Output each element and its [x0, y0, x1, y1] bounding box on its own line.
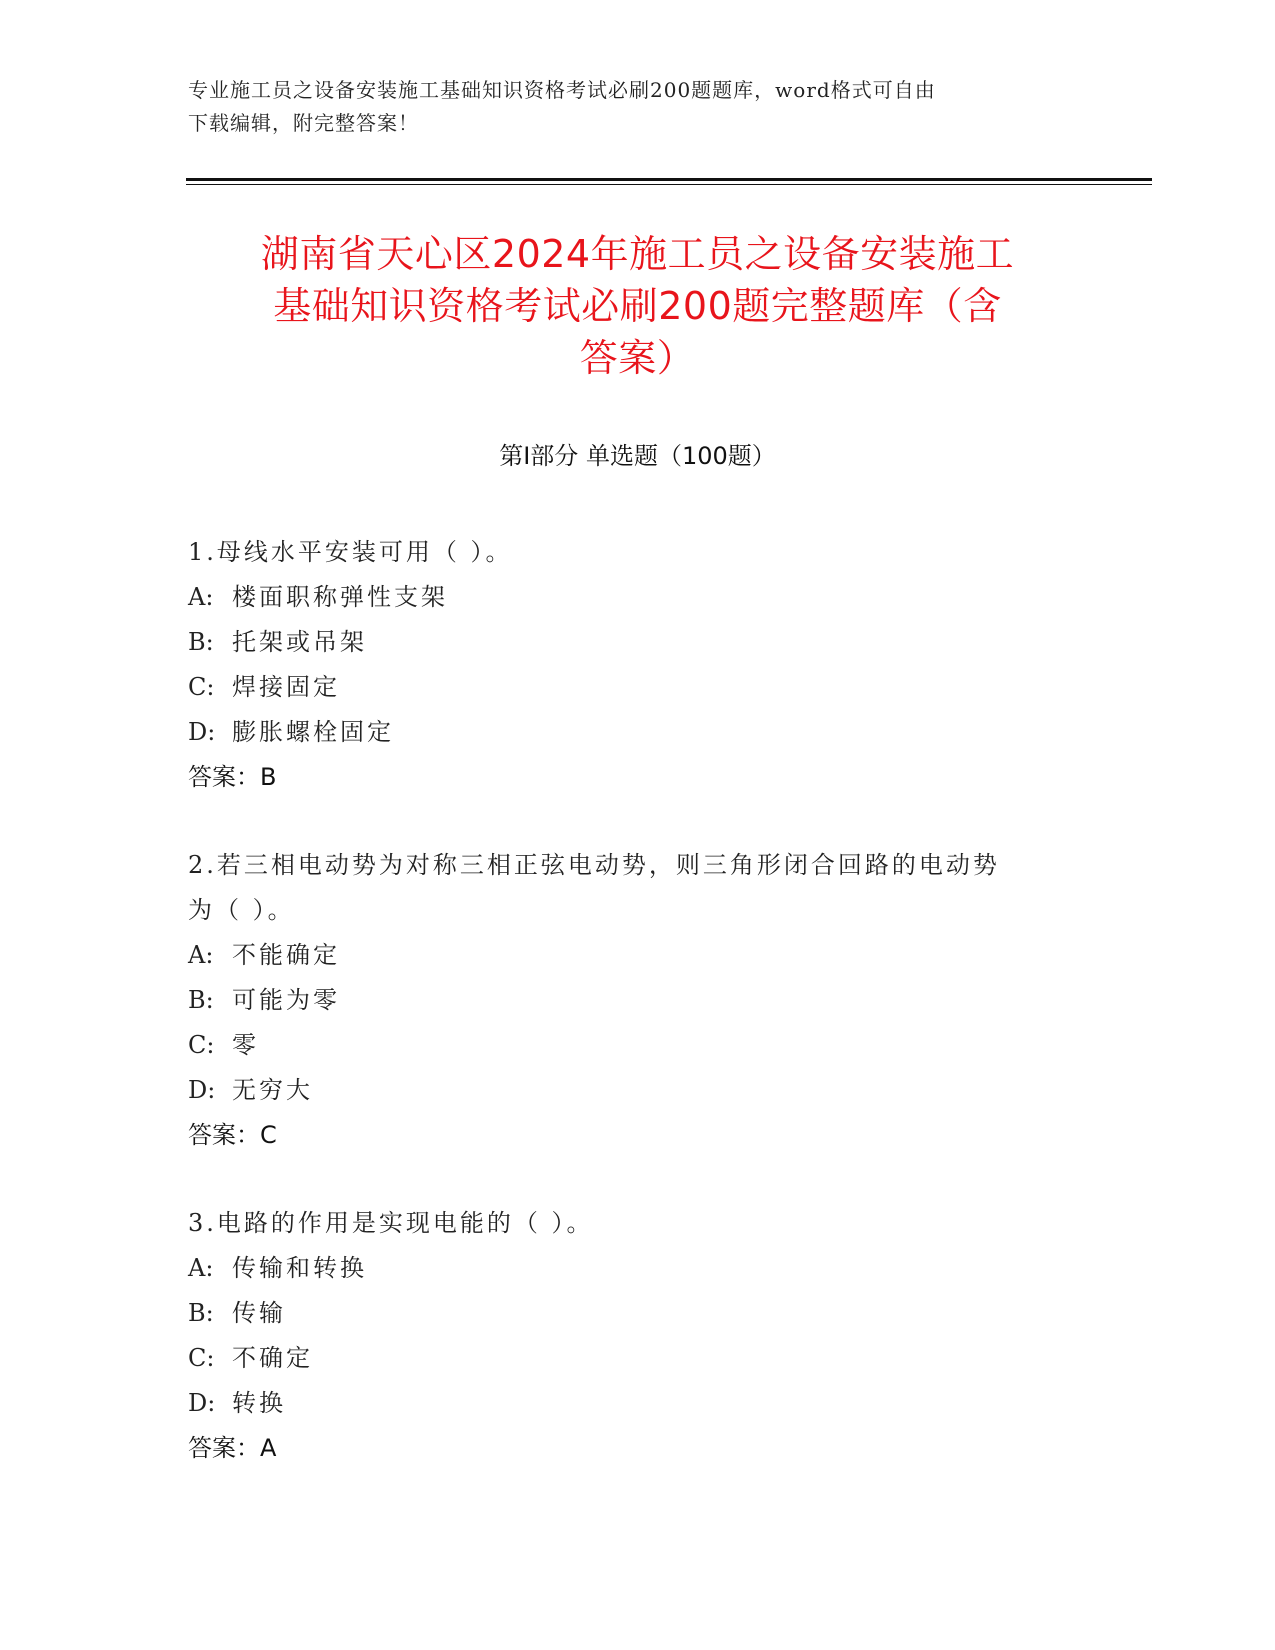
question-3	[188, 1201, 1088, 1471]
option-text: 零	[232, 1031, 259, 1059]
option-b	[188, 620, 1088, 665]
option-text: 传输和转换	[232, 1254, 367, 1282]
option-a	[188, 1246, 1088, 1291]
header-rule-thick	[186, 178, 1152, 181]
question-stem-line-1: 2.若三相电动势为对称三相正弦电动势，则三角形闭合回路的电动势	[188, 851, 1000, 879]
question-list	[188, 530, 1088, 1514]
question-1	[188, 530, 1088, 800]
question-2	[188, 843, 1088, 1158]
question-stem-line-2: 为（ ）。	[188, 896, 295, 924]
header-note-line-1: 专业施工员之设备安装施工基础知识资格考试必刷200题题库，word格式可自由	[188, 78, 936, 102]
document-title-line-3: 答案）	[579, 336, 696, 380]
option-text: 不确定	[232, 1344, 313, 1372]
option-text: 膨胀螺栓固定	[232, 718, 394, 746]
option-key: A:	[188, 941, 214, 969]
option-c	[188, 665, 1088, 710]
option-d	[188, 1381, 1088, 1426]
option-key: B:	[188, 986, 214, 1014]
option-c	[188, 1023, 1088, 1068]
option-text: 不能确定	[232, 941, 340, 969]
option-a	[188, 575, 1088, 620]
section-title: 第Ⅰ部分 单选题（100题）	[499, 442, 776, 470]
question-stem: 3.电路的作用是实现电能的（ ）。	[188, 1209, 594, 1237]
option-b	[188, 1291, 1088, 1336]
document-title-line-1: 湖南省天心区2024年施工员之设备安装施工	[260, 232, 1015, 276]
option-key: C:	[188, 1344, 215, 1372]
question-answer: 答案：B	[188, 763, 277, 791]
option-key: C:	[188, 1031, 215, 1059]
option-key: D:	[188, 718, 216, 746]
header-note-line-2: 下载编辑，附完整答案！	[188, 111, 419, 135]
option-text: 转换	[232, 1389, 286, 1417]
option-key: A:	[188, 1254, 214, 1282]
option-key: C:	[188, 673, 215, 701]
question-stem: 1.母线水平安装可用（ ）。	[188, 538, 513, 566]
question-answer: 答案：C	[188, 1121, 277, 1149]
option-d	[188, 1068, 1088, 1113]
option-text: 焊接固定	[232, 673, 340, 701]
header-note	[188, 74, 1088, 140]
option-key: D:	[188, 1389, 216, 1417]
option-key: B:	[188, 1299, 214, 1327]
option-key: B:	[188, 628, 214, 656]
option-text: 楼面职称弹性支架	[232, 583, 448, 611]
option-b	[188, 978, 1088, 1023]
header-rule-thin	[186, 184, 1152, 185]
option-text: 托架或吊架	[232, 628, 367, 656]
option-c	[188, 1336, 1088, 1381]
option-text: 可能为零	[232, 986, 340, 1014]
option-key: D:	[188, 1076, 216, 1104]
document-title-line-2: 基础知识资格考试必刷200题完整题库（含	[273, 284, 1002, 328]
document-title	[160, 228, 1115, 384]
option-text: 无穷大	[232, 1076, 313, 1104]
option-key: A:	[188, 583, 214, 611]
option-text: 传输	[232, 1299, 286, 1327]
option-d	[188, 710, 1088, 755]
option-a	[188, 933, 1088, 978]
question-answer: 答案：A	[188, 1434, 277, 1462]
